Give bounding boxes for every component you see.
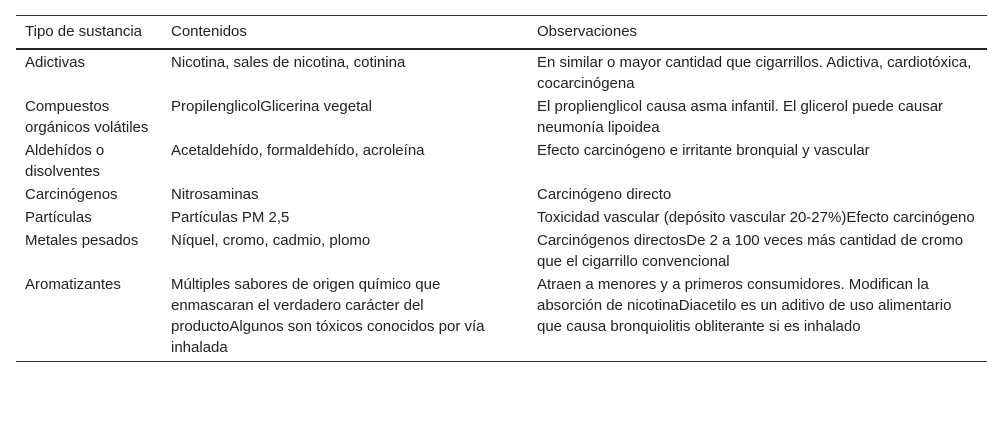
cell-tipo: Partículas: [25, 209, 92, 226]
cell-observaciones: Atraen a menores y a primeros consumidores. Modifican la absorción de nicotinaDiacetilo es un aditivo de uso alimentario que causa bronquiolitis obliterante si es inhalado: [528, 273, 987, 362]
cell-contenidos: Partículas PM 2,5: [171, 209, 290, 226]
cell-contenidos: Acetaldehído, formaldehído, acroleína: [171, 142, 425, 159]
table-row: [16, 139, 987, 183]
table-row: [16, 206, 987, 229]
cell-tipo: Compuestos orgánicos volátiles: [25, 98, 149, 136]
cell-observaciones: En similar o mayor cantidad que cigarrillos. Adictiva, cardiotóxica, cocarcinógena: [537, 54, 972, 92]
cell-tipo: Adictivas: [25, 54, 86, 71]
table-row: [16, 183, 987, 206]
table-row: [16, 273, 987, 362]
cell-tipo: Aldehídos o disolventes: [25, 142, 105, 180]
table-row: [16, 95, 987, 139]
substances-table: [16, 15, 987, 362]
cell-observaciones: Carcinógenos directosDe 2 a 100 veces más cantidad de cromo que el cigarrillo convencional: [537, 232, 964, 270]
cell-contenidos: Múltiples sabores de origen químico que enmascaran el verdadero carácter del productoAlgunos son tóxicos conocidos por vía inhalada: [162, 273, 528, 362]
table-body: [16, 49, 987, 362]
cell-contenidos: Nitrosaminas: [171, 186, 259, 203]
header-row: [16, 16, 987, 50]
cell-tipo: Carcinógenos: [25, 186, 118, 203]
table-row: [16, 49, 987, 95]
cell-contenidos: Níquel, cromo, cadmio, plomo: [171, 232, 371, 249]
cell-tipo: Aromatizantes: [16, 273, 162, 362]
table-header: [16, 16, 987, 50]
cell-tipo: Metales pesados: [25, 232, 139, 249]
cell-contenidos: Nicotina, sales de nicotina, cotinina: [171, 54, 406, 71]
cell-observaciones: El proplienglicol causa asma infantil. El glicerol puede causar neumonía lipoidea: [537, 98, 944, 136]
table-row: [16, 229, 987, 273]
header-tipo-de-sustancia: Tipo de sustancia: [16, 16, 162, 50]
header-observaciones: Observaciones: [528, 16, 987, 50]
header-contenidos: Contenidos: [162, 16, 528, 50]
substances-table-container: [16, 15, 987, 362]
cell-observaciones: Carcinógeno directo: [537, 186, 672, 203]
cell-observaciones: Efecto carcinógeno e irritante bronquial y vascular: [537, 142, 870, 159]
cell-contenidos: PropilenglicolGlicerina vegetal: [171, 98, 372, 115]
cell-observaciones: Toxicidad vascular (depósito vascular 20-27%)Efecto carcinógeno: [537, 209, 975, 226]
